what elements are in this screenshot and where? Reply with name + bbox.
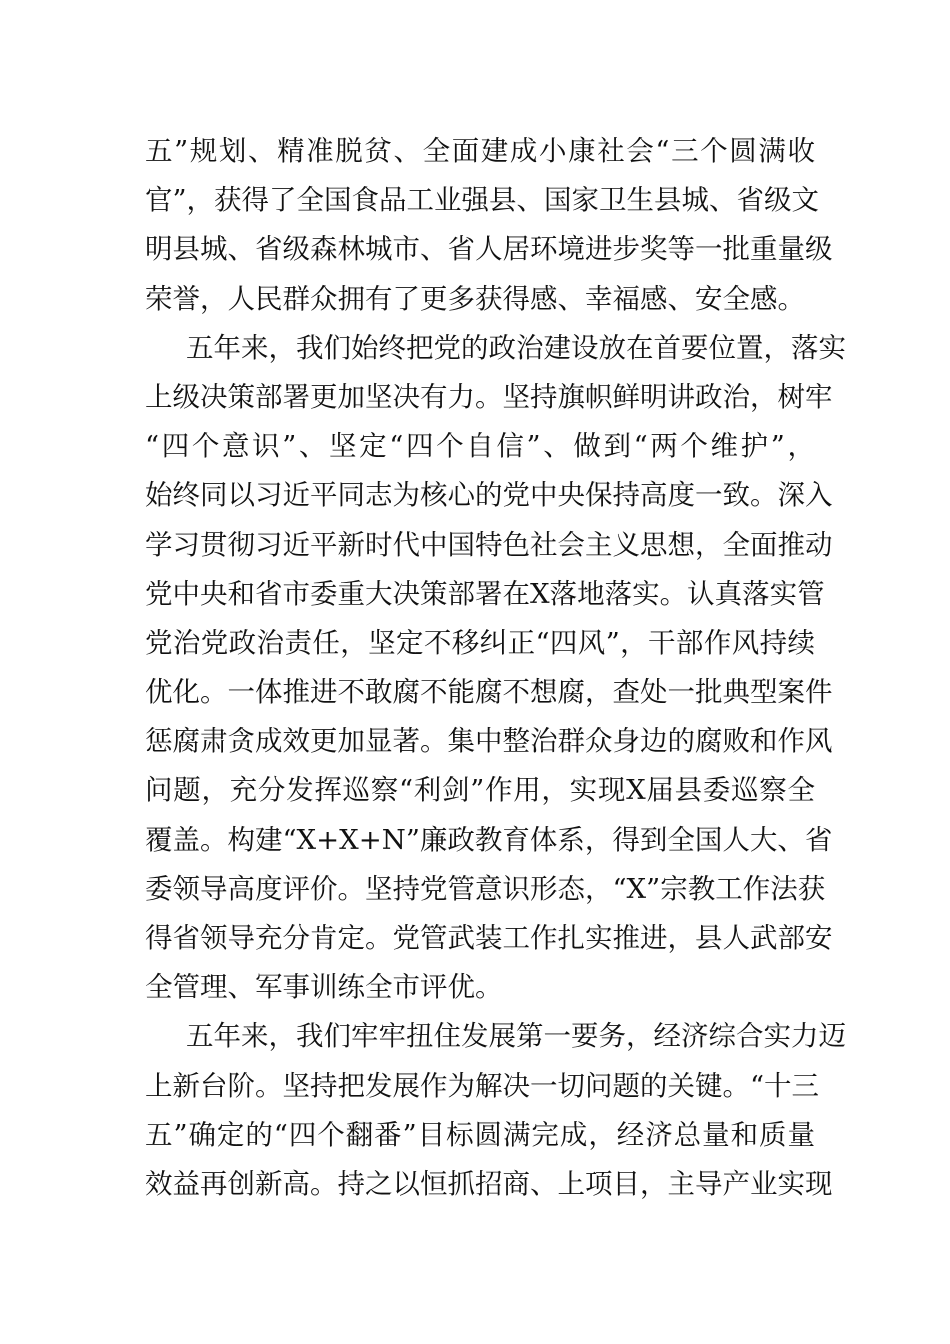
paragraph-2-line-1: 五年来，我们始终把党的政治建设放在首要位置，落实: [186, 331, 846, 364]
paragraph-2-line-13: 得省领导充分肯定。党管武装工作扎实推进，县人武部安: [145, 922, 833, 954]
paragraph-1-line-4: 荣誉，人民群众拥有了更多获得感、幸福感、安全感。: [145, 282, 805, 315]
paragraph-1-line-3: 明县城、省级森林城市、省人居环境进步奖等一批重量级: [145, 233, 833, 266]
paragraph-3-line-4: 效益再创新高。持之以恒抓招商、上项目，主导产业实现: [145, 1167, 833, 1200]
paragraph-2-line-7: 党治党政治责任，坚定不移纠正“四风”，干部作风持续: [145, 626, 815, 659]
paragraph-2-line-3: “四个意识”、坚定“四个自信”、做到“两个维护”，: [145, 430, 815, 463]
paragraph-2-line-2: 上级决策部署更加坚决有力。坚持旗帜鲜明讲政治，树牢: [145, 380, 833, 413]
paragraph-3-line-2: 上新台阶。坚持把发展作为解决一切问题的关键。“十三: [145, 1069, 820, 1102]
paragraph-2-line-8: 优化。一体推进不敢腐不能腐不想腐，查处一批典型案件: [145, 676, 833, 709]
paragraph-3-line-1: 五年来，我们牢牢扭住发展第一要务，经济综合实力迈: [186, 1020, 846, 1053]
paragraph-2-line-6: 党中央和省市委重大决策部署在X落地落实。认真落实管: [145, 577, 825, 610]
document-body: [145, 127, 846, 1209]
paragraph-2-line-10: 问题，充分发挥巡察“利剑”作用，实现X届县委巡察全: [145, 774, 815, 807]
paragraph-2-line-4: 始终同以习近平同志为核心的党中央保持高度一致。深入: [145, 479, 833, 512]
paragraph-2-line-14: 全管理、军事训练全市评优。: [145, 971, 503, 1004]
paragraph-2-line-5: 学习贯彻习近平新时代中国特色社会主义思想，全面推动: [145, 528, 833, 561]
paragraph-2-line-12: 委领导高度评价。坚持党管意识形态，“X”宗教工作法获: [145, 872, 826, 905]
paragraph-1-line-1: 五”规划、精准脱贫、全面建成小康社会“三个圆满收: [145, 135, 815, 167]
paragraph-1-line-2: 官”，获得了全国食品工业强县、国家卫生县城、省级文: [145, 184, 820, 217]
paragraph-2-line-9: 惩腐肃贪成效更加显著。集中整治群众身边的腐败和作风: [145, 725, 833, 758]
paragraph-2-line-11: 覆盖。构建“X+X+N”廉政教育体系，得到全国人大、省: [145, 823, 833, 856]
paragraph-3-line-3: 五”确定的“四个翻番”目标圆满完成，经济总量和质量: [145, 1118, 815, 1151]
